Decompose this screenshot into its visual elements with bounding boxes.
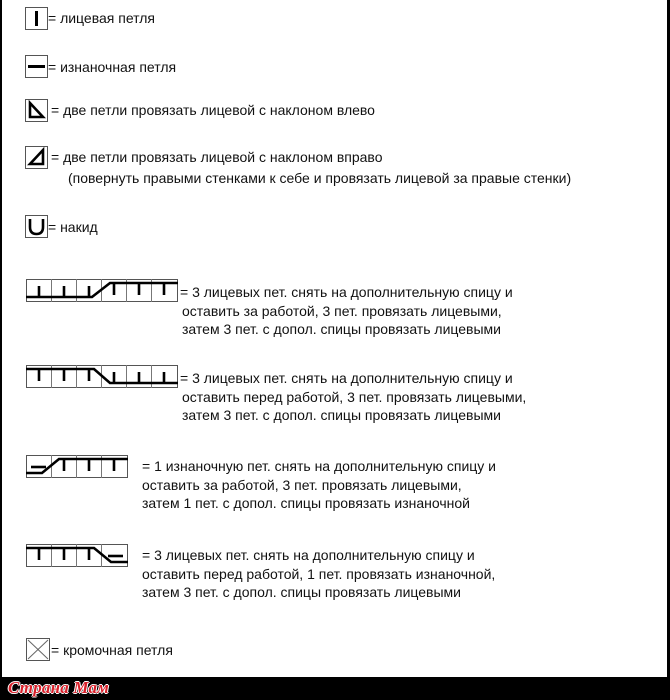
cable-1-3-back-line1: = 1 изнаночную пет. снять на дополнительную спицу и: [142, 458, 497, 474]
cable-3-1-front-line1: = 3 лицевых пет. снять на дополнительную спицу и: [142, 547, 475, 563]
decrease-right-label: = две петли провязать лицевой с наклоном вправо: [51, 149, 383, 165]
cable-1-3-back-icon: [26, 455, 129, 479]
cable-3-3-front-icon: [26, 365, 179, 389]
cable-3-3-front-line2: оставить перед работой, 3 пет. провязать лицевыми,: [182, 389, 527, 405]
edge-stitch-icon: [26, 638, 51, 662]
cable-3-3-back-line1: = 3 лицевых пет. снять на дополнительную спицу и: [180, 284, 513, 300]
decrease-right-note: (повернуть правыми стенками к себе и провязать лицевой за правые стенки): [68, 170, 572, 186]
cable-3-1-front-line2: оставить перед работой, 1 пет. провязать изнаночной,: [142, 566, 496, 582]
cable-3-3-front-line3: затем 3 пет. с допол. спицы провязать лицевыми: [182, 407, 501, 423]
cable-1-3-back-line3: затем 1 пет. с допол. спицы провязать изнаночной: [142, 495, 471, 511]
legend-page: [2, 0, 667, 677]
yarn-over-icon: [25, 215, 48, 238]
footer-bar: [0, 677, 670, 700]
knit-stitch-label: = лицевая петля: [48, 10, 155, 26]
decrease-left-icon: [25, 99, 48, 122]
decrease-right-icon: [25, 146, 48, 169]
cable-3-3-back-line3: затем 3 пет. с допол. спицы провязать лицевыми: [182, 321, 501, 337]
knit-stitch-icon: [25, 7, 48, 30]
cable-3-3-front-line1: = 3 лицевых пет. снять на дополнительную спицу и: [180, 370, 513, 386]
watermark-logo: Страна Мам: [8, 678, 110, 697]
cable-3-1-front-icon: [26, 544, 129, 568]
cable-3-1-front-line3: затем 3 пет. с допол. спицы провязать лицевыми: [142, 584, 461, 600]
purl-stitch-icon: [25, 55, 48, 78]
yarn-over-label: = накид: [48, 219, 98, 235]
purl-stitch-label: = изнаночная петля: [48, 59, 177, 75]
cable-1-3-back-line2: оставить за работой, 3 пет. провязать лицевыми,: [142, 477, 462, 493]
cable-3-3-back-icon: [26, 279, 179, 303]
decrease-left-label: = две петли провязать лицевой с наклоном влево: [51, 102, 375, 118]
edge-stitch-label: = кромочная петля: [51, 642, 173, 658]
cable-3-3-back-line2: оставить за работой, 3 пет. провязать лицевыми,: [182, 303, 502, 319]
